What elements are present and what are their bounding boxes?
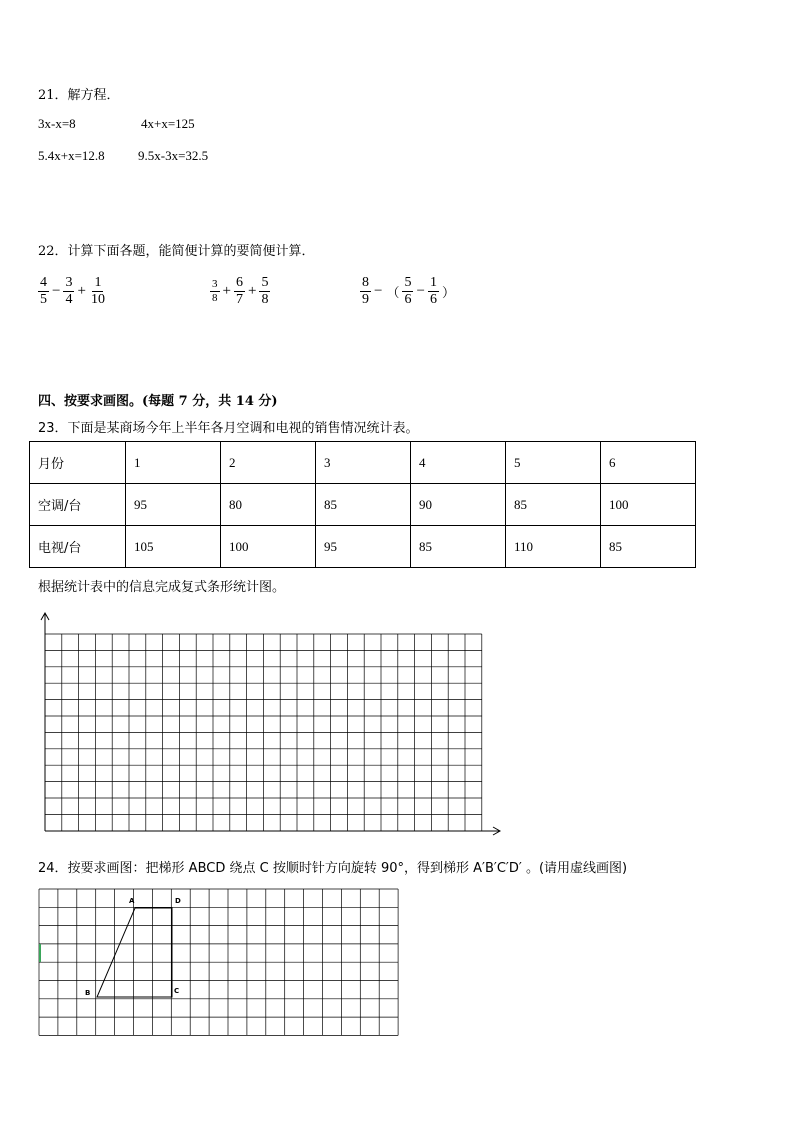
q22-expr-1: $\frac{4}{5}$ − $\frac{3}{4}$ + $\frac{1}{10}$	[40, 275, 105, 307]
table-cell: 85	[411, 526, 506, 568]
table-cell: 5	[506, 442, 601, 484]
row-header: 空调/台	[30, 484, 126, 526]
table-cell: 1	[126, 442, 221, 484]
table-cell: 95	[126, 484, 221, 526]
vertex-label-c: C	[174, 987, 180, 995]
grid-marker	[39, 944, 41, 962]
table-cell: 80	[221, 484, 316, 526]
q23-instruction: 根据统计表中的信息完成复式条形统计图。	[38, 580, 286, 595]
table-cell: 90	[411, 484, 506, 526]
vertex-label-b: B	[85, 989, 91, 997]
table-cell: 3	[316, 442, 411, 484]
fraction: $\frac{8}{9}$	[362, 275, 369, 307]
table-cell: 95	[316, 526, 411, 568]
vertex-label-a: A	[129, 897, 135, 905]
table-cell: 100	[601, 484, 696, 526]
q22-expr-2: $\frac{3}{8}$ + $\frac{6}{7}$ + $\frac{5}{8}$	[212, 275, 269, 307]
q21-eq4: 9.5x-3x=32.5	[138, 148, 209, 163]
fraction: $\frac{5}{6}$	[404, 275, 412, 307]
fraction: $\frac{6}{7}$	[235, 275, 243, 307]
row-header: 月份	[30, 442, 126, 484]
q22-expr-3: $\frac{8}{9}$ − （ $\frac{5}{6}$ − $\frac{1}{6}$ ）	[362, 275, 455, 307]
q21-eq2: 4x+x=125	[141, 116, 195, 131]
fraction: $\frac{4}{5}$	[40, 275, 47, 307]
fraction: $\frac{1}{6}$	[429, 275, 437, 307]
table-cell: 85	[316, 484, 411, 526]
q21-title: 21．解方程．	[38, 88, 120, 103]
table-cell: 2	[221, 442, 316, 484]
fraction: $\frac{5}{8}$	[261, 275, 269, 307]
table-cell: 85	[506, 484, 601, 526]
table-cell: 6	[601, 442, 696, 484]
table-cell: 4	[411, 442, 506, 484]
fraction: $\frac{1}{10}$	[90, 275, 105, 307]
trapezoid-abcd	[97, 908, 172, 997]
fraction: $\frac{3}{4}$	[65, 275, 73, 307]
fraction: $\frac{3}{8}$	[212, 278, 218, 304]
q24-title: 24．按要求画图：把梯形 ABCD 绕点 C 按顺时针方向旋转 90°，得到梯形 A′B′C′D′ 。(请用虚线画图)	[38, 861, 628, 876]
q23-title: 23．下面是某商场今年上半年各月空调和电视的销售情况统计表。	[38, 421, 419, 436]
q22-title: 22．计算下面各题，能简便计算的要简便计算．	[38, 244, 315, 259]
table-cell: 85	[601, 526, 696, 568]
table-cell: 100	[221, 526, 316, 568]
row-header: 电视/台	[30, 526, 126, 568]
q21-eq3: 5.4x+x=12.8	[38, 148, 105, 163]
table-cell: 105	[126, 526, 221, 568]
q21-eq1: 3x-x=8	[38, 116, 76, 131]
section-4-title: 四、按要求画图。(每题 7 分，共 14 分)	[38, 394, 278, 409]
vertex-label-d: D	[175, 897, 181, 905]
table-cell: 110	[506, 526, 601, 568]
